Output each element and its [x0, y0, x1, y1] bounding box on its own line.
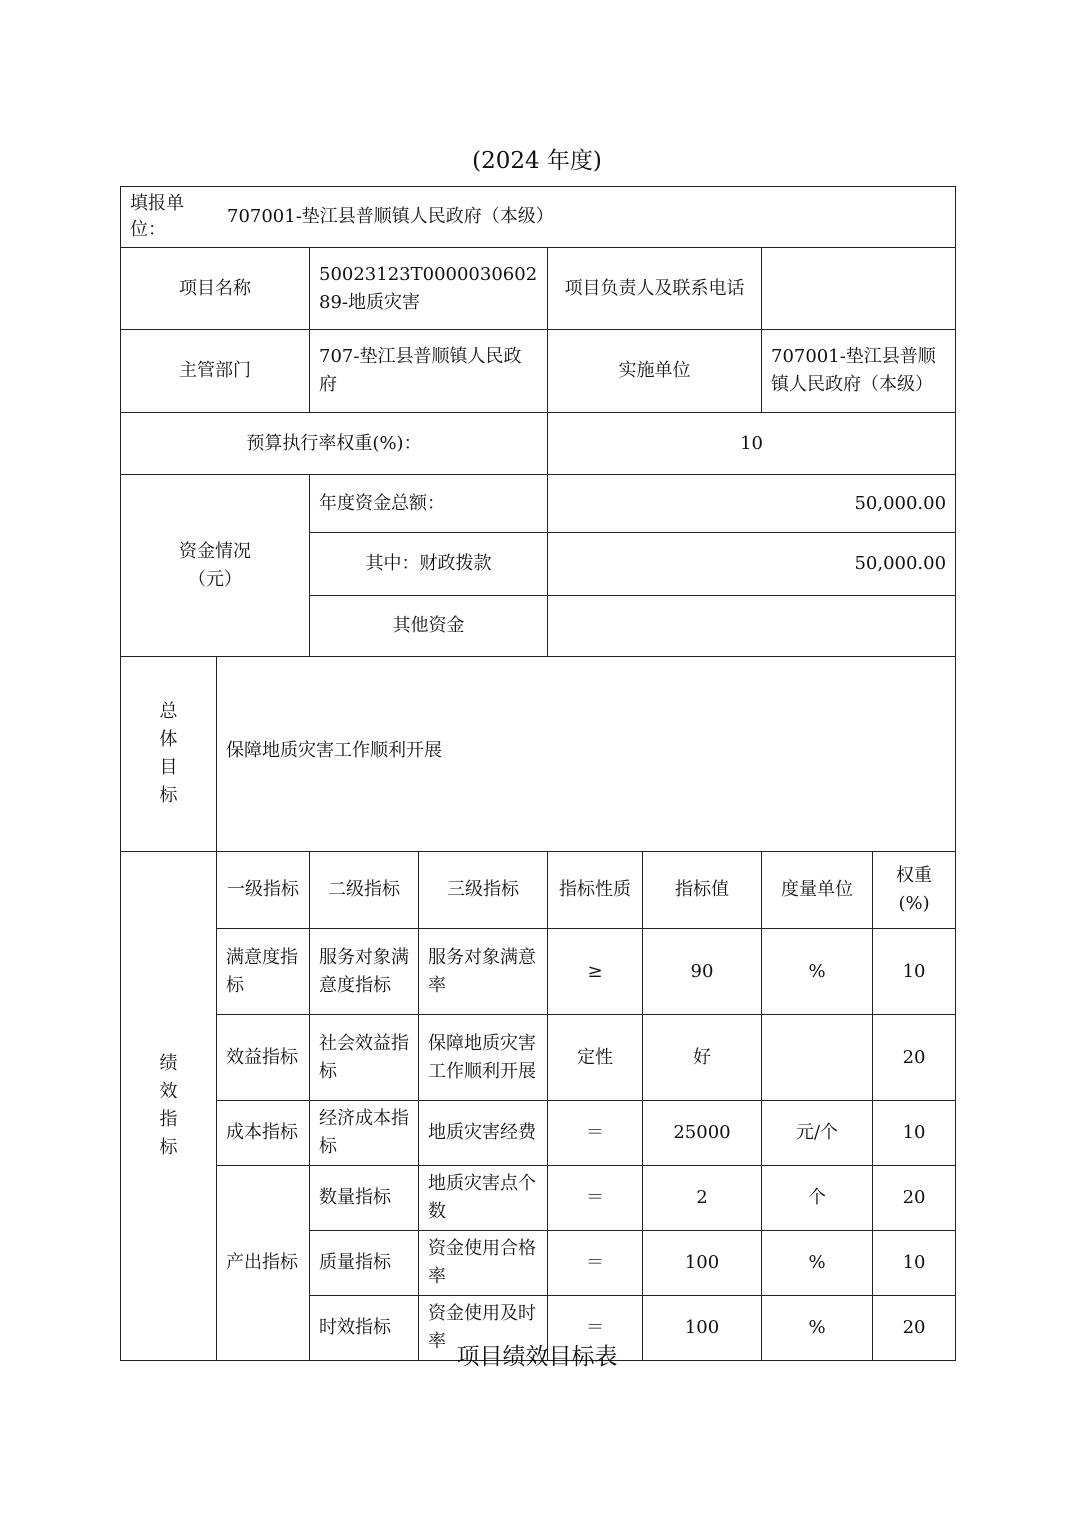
row-level2: 数量指标: [310, 1166, 419, 1231]
row-level2: 质量指标: [310, 1231, 419, 1296]
year-label: (2024 年度): [472, 148, 602, 174]
overall-goal-value: 保障地质灾害工作顺利开展: [217, 657, 956, 852]
funds-label: 资金情况（元）: [121, 475, 310, 657]
row-nature: ≥: [548, 929, 643, 1015]
table-row: [121, 1015, 956, 1101]
header-level3: 三级指标: [419, 852, 548, 929]
budget-weight-value: 10: [548, 413, 956, 475]
header-level1: 一级指标: [217, 852, 310, 929]
funds-other-value: [548, 596, 956, 657]
header-nature: 指标性质: [548, 852, 643, 929]
project-contact-value: [762, 248, 956, 330]
funds-fiscal-label: 其中：财政拨款: [310, 533, 548, 596]
performance-target-table: [120, 186, 956, 1361]
row-weight: 20: [873, 1296, 956, 1361]
table-row: [121, 1101, 956, 1166]
row-value: 100: [643, 1296, 762, 1361]
implementing-unit-label: 实施单位: [548, 330, 762, 413]
row-level2: 服务对象满意度指标: [310, 929, 419, 1015]
row-level2: 社会效益指标: [310, 1015, 419, 1101]
funds-fiscal-value: 50,000.00: [548, 533, 956, 596]
table-row: [121, 929, 956, 1015]
row-level3: 保障地质灾害工作顺利开展: [419, 1015, 548, 1101]
row-unit: %: [762, 1296, 873, 1361]
project-name-value: 50023123T000003060289-地质灾害: [310, 248, 548, 330]
reporting-unit-label: 填报单位：: [130, 193, 184, 240]
row-value: 100: [643, 1231, 762, 1296]
row-nature: ＝: [548, 1231, 643, 1296]
row-unit: [762, 1015, 873, 1101]
overall-goal-label: 总体目标: [121, 657, 217, 852]
header-weight: 权重(%): [873, 852, 956, 929]
row-weight: 20: [873, 1166, 956, 1231]
row-nature: ＝: [548, 1101, 643, 1166]
project-contact-label: 项目负责人及联系电话: [548, 248, 762, 330]
row-level3: 资金使用合格率: [419, 1231, 548, 1296]
competent-dept-value: 707-垫江县普顺镇人民政府: [310, 330, 548, 413]
row-weight: 10: [873, 929, 956, 1015]
row-level1: 效益指标: [217, 1015, 310, 1101]
row-level2: 经济成本指标: [310, 1101, 419, 1166]
header-value: 指标值: [643, 852, 762, 929]
row-weight: 20: [873, 1015, 956, 1101]
row-level1: 满意度指标: [217, 929, 310, 1015]
header-unit: 度量单位: [762, 852, 873, 929]
row-value: 25000: [643, 1101, 762, 1166]
row-weight: 10: [873, 1101, 956, 1166]
row-level1: 产出指标: [217, 1166, 310, 1361]
row-weight: 10: [873, 1231, 956, 1296]
performance-label: 绩效指标: [121, 852, 217, 1361]
document-title: 项目绩效目标表: [456, 1344, 618, 1370]
reporting-unit-row: [121, 187, 956, 248]
row-nature: ＝: [548, 1296, 643, 1361]
row-unit: %: [762, 1231, 873, 1296]
competent-dept-label: 主管部门: [121, 330, 310, 413]
row-unit: 个: [762, 1166, 873, 1231]
row-level3: 服务对象满意率: [419, 929, 548, 1015]
row-level2: 时效指标: [310, 1296, 419, 1361]
row-value: 90: [643, 929, 762, 1015]
header-level2: 二级指标: [310, 852, 419, 929]
row-level3: 地质灾害经费: [419, 1101, 548, 1166]
row-value: 好: [643, 1015, 762, 1101]
row-unit: 元/个: [762, 1101, 873, 1166]
row-unit: %: [762, 929, 873, 1015]
row-value: 2: [643, 1166, 762, 1231]
row-level3: 地质灾害点个数: [419, 1166, 548, 1231]
funds-total-label: 年度资金总额：: [310, 475, 548, 533]
table-row: [121, 1166, 956, 1231]
row-level3: 资金使用及时率: [419, 1296, 548, 1361]
implementing-unit-value: 707001-垫江县普顺镇人民政府（本级）: [762, 330, 956, 413]
budget-weight-label: 预算执行率权重(%)：: [121, 413, 548, 475]
funds-other-label: 其他资金: [310, 596, 548, 657]
funds-total-value: 50,000.00: [548, 475, 956, 533]
project-name-label: 项目名称: [121, 248, 310, 330]
reporting-unit-value: 707001-垫江县普顺镇人民政府（本级）: [227, 206, 554, 227]
row-nature: ＝: [548, 1166, 643, 1231]
row-level1: 成本指标: [217, 1101, 310, 1166]
row-nature: 定性: [548, 1015, 643, 1101]
